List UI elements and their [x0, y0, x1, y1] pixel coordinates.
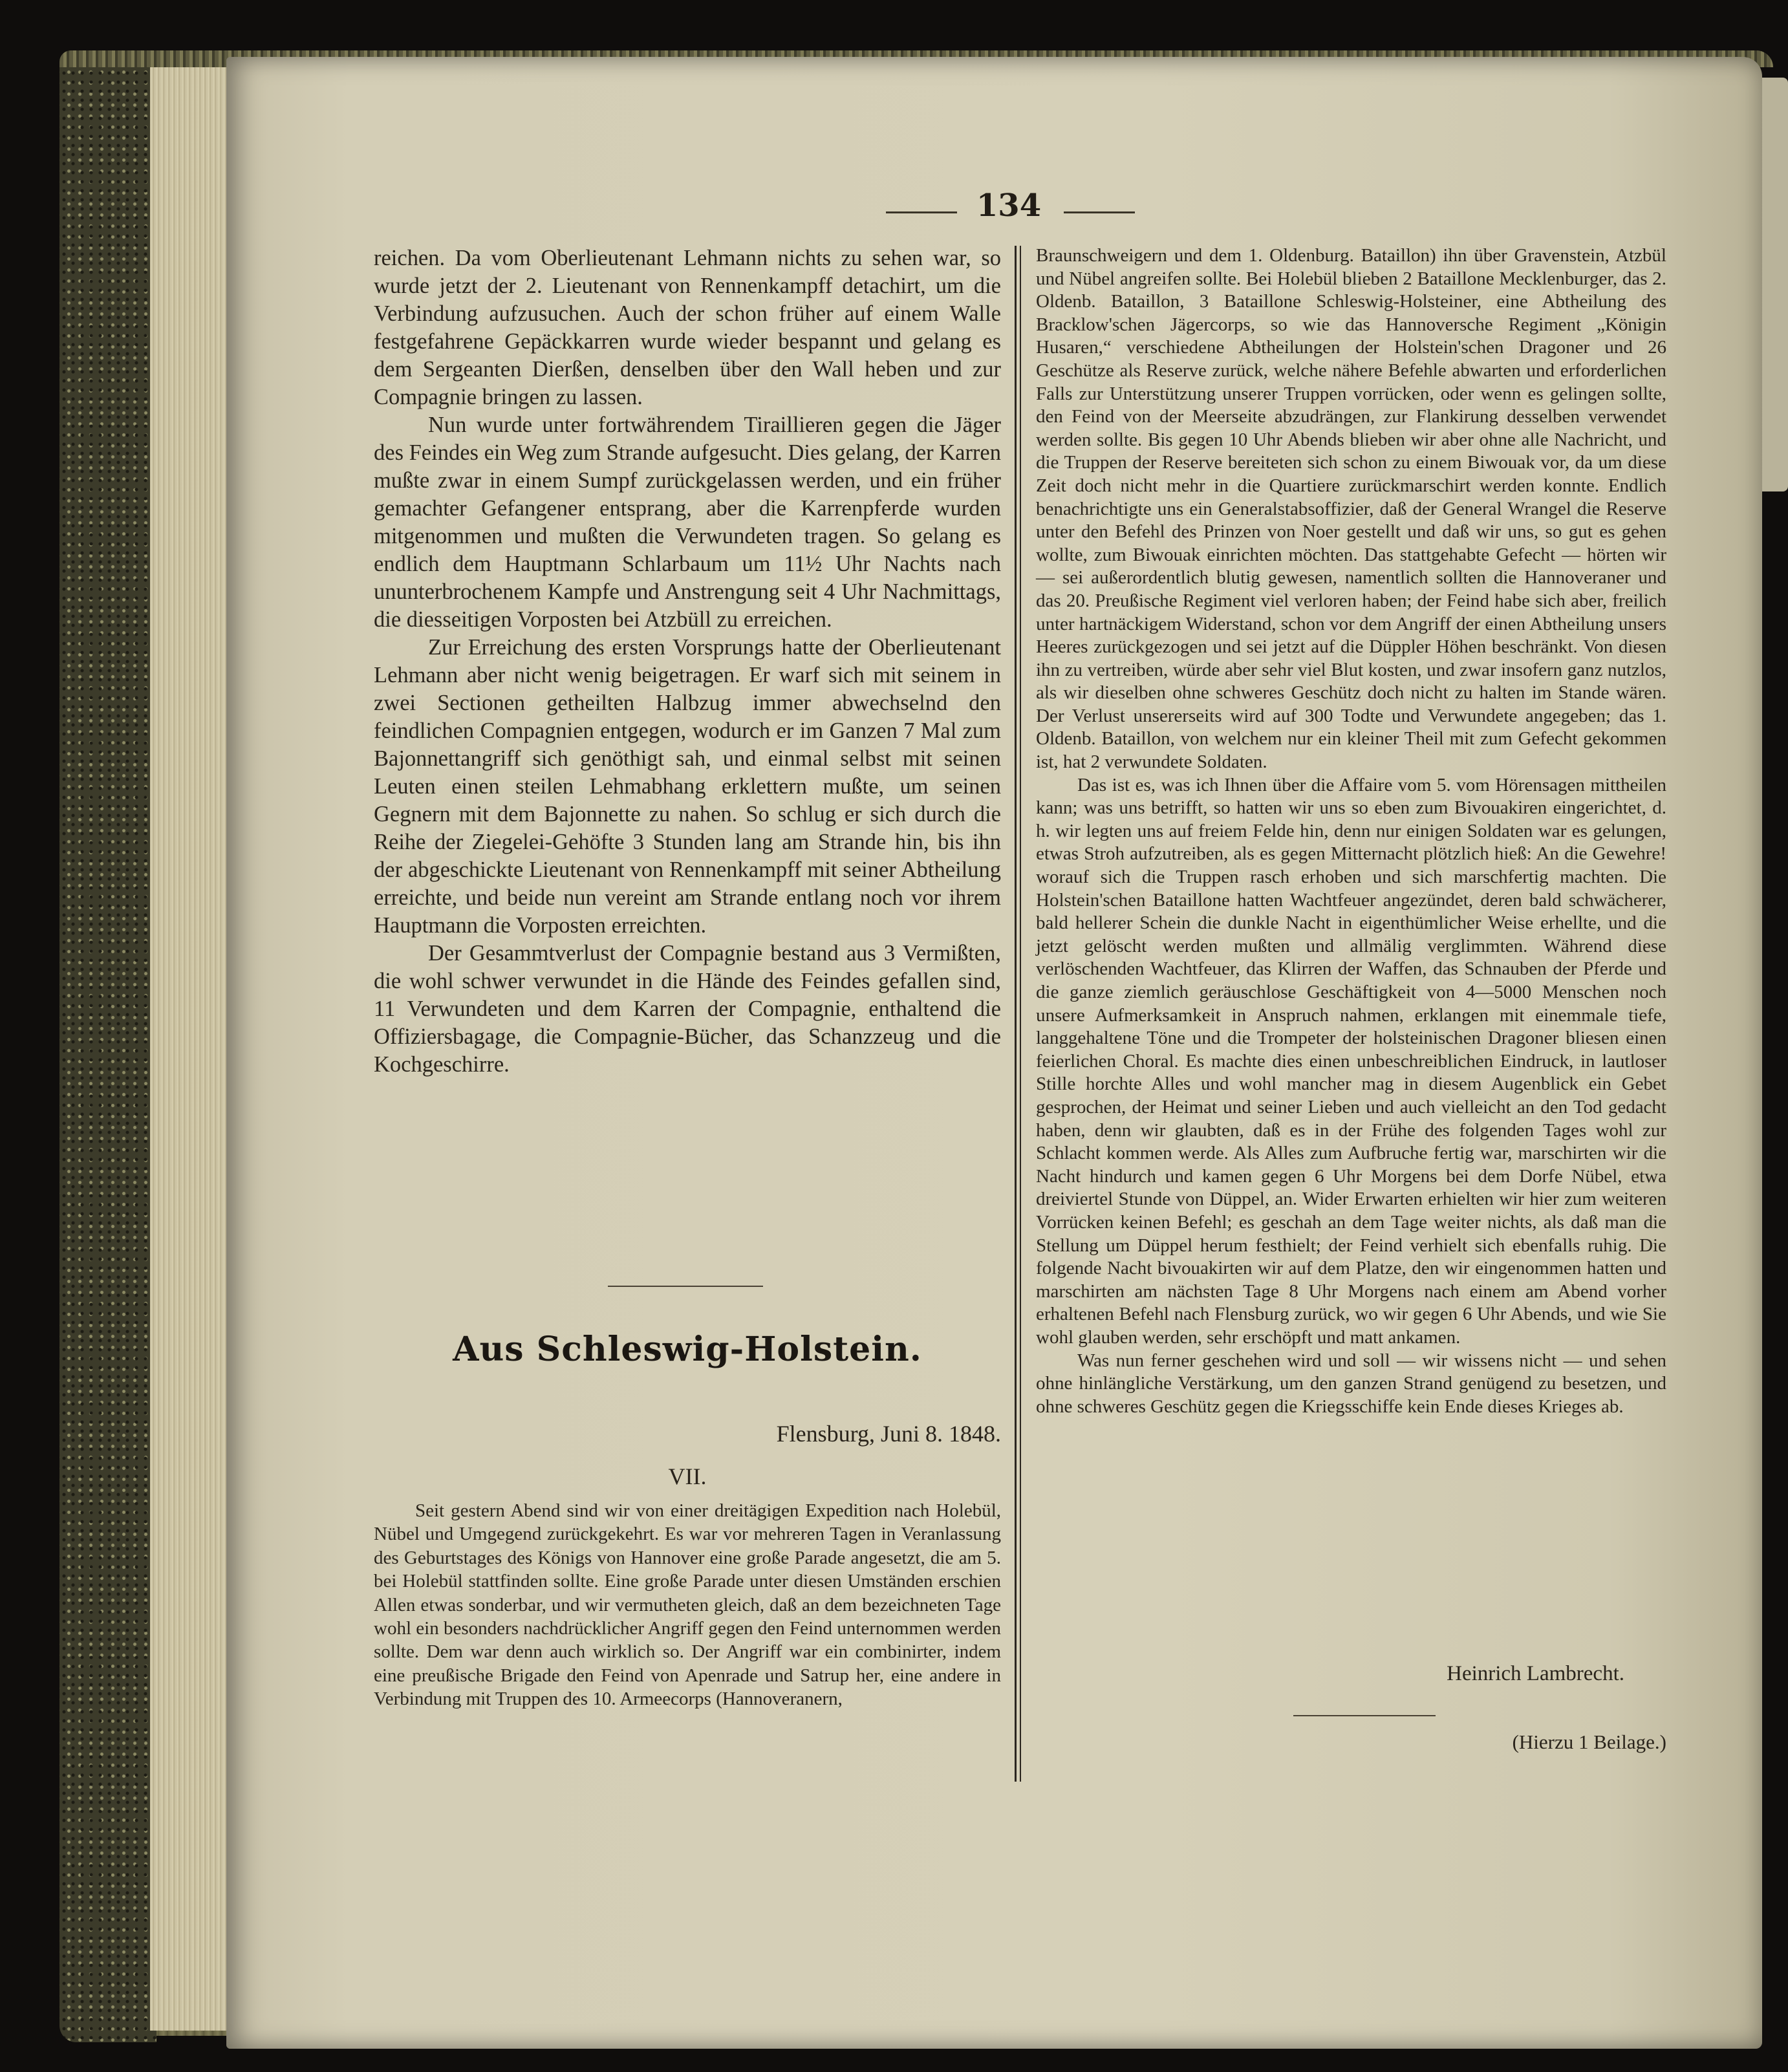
section-paragraph-1: Seit gestern Abend sind wir von einer dreitägigen Expedition nach Holebül, Nübel und Umgegend zurückgekehrt. Es war vor mehreren Tagen in Veranlassung des Geburtstages des Königs von Hannover eine große Parade angesetzt, die am 5. bei Holebül stattfinden sollte. Eine große Parade unter diesen Umständen erschien Allen etwas sonderbar, und wir vermutheten gleich, daß an dem bezeichneten Tage wohl ein besonders nachdrücklicher Angriff gegen den Feind unternommen werden sollte. Dem war denn auch wirklich so. Der Angriff war ein combinirter, indem eine preußische Brigade den Feind von Apenrade und Satrup her, eine andere in Verbindung mit Truppen des 10. Armeecorps (Hannoveranern, — [374, 1500, 1001, 1710]
facing-page-edge — [1759, 78, 1788, 491]
author-signature: Heinrich Lambrecht. — [1447, 1662, 1624, 1685]
left-paragraph-3: Zur Erreichung des ersten Vorsprungs hatte der Oberlieutenant Lehmann aber nicht wenig beigetragen. Er warf sich mit seinem in zwei Sectionen getheilten Halbzug immer abwechselnd den feindlichen Compagnien entgegen, wodurch er im Ganzen 7 Mal zum Bajonnettangriff sich genöthigt sah, und einmal selbst mit seinen Leuten einen steilen Lehmabhang erklettern mußte, um seinen Gegnern mit dem Bajonnette zu nahen. So schlug er sich durch die Reihe der Ziegelei-Gehöfte 3 Stunden lang am Strande hin, bis ihn der abgeschickte Lieutenant von Rennenkampff mit seiner Abtheilung erreichte, und beide nun vereint am Strande entlang noch vor ihrem Hauptmann die Vorposten erreichten. — [374, 635, 1001, 938]
header-rule-left — [886, 211, 957, 213]
header-rule-right — [1064, 211, 1135, 213]
left-column — [374, 244, 1001, 1079]
section-column — [374, 1499, 1001, 1711]
page-number: 134 — [976, 188, 1042, 224]
right-paragraph-1: Braunschweigern und dem 1. Oldenburg. Bataillon) ihn über Gravenstein, Atzbül und Nübel angreifen sollte. Bei Holebül blieben 2 Bataillone Mecklenburger, das 2. Oldenb. Bataillon, 3 Bataillone Schleswig-Holsteiner, eine Abtheilung des Bracklow'schen Jägercorps, so wie das Hannoversche Regiment „Königin Husaren,“ verschiedene Abtheilungen der Holstein'schen Dragoner und 26 Geschütze als Reserve zurück, welche nähere Befehle abwarten und erforderlichen Falls zur Unterstützung unserer Truppen vorrücken, oder wenn es gelingen sollte, den Feind von der Meerseite abzudrängen, zur Flankirung desselben verwendet werden sollte. Bis gegen 10 Uhr Abends blieben wir aber ohne alle Nachricht, und die Truppen der Reserve bereiteten sich schon zu einem Biwouak vor, da um diese Zeit doch nicht mehr in die Quartiere zurückmarschirt werden konnte. Endlich benachrichtigte uns ein Generalstabsoffizier, daß der General Wrangel die Reserve unter den Befehl des Prinzen von Noer gestellt und daß wir uns, so gut es gehen wollte, zum Biwouak einrichten möchten. Das stattgehabte Gefecht — hörten wir — sei außerordentlich blutig gewesen, namentlich sollten die Hannoveraner und das 20. Preußische Regiment viel verloren haben; der Feind habe sich aber, freilich unter hartnäckigem Widerstand, schon vor dem Angriff der einen Abtheilung unsers Heeres zurückgezogen und sei jetzt auf die Düppler Höhen beschränkt. Von diesen ihn zu vertreiben, würde aber sehr viel Blut kosten, und zwar insofern ganz nutzlos, als wir dieselben ohne schweres Geschütz doch nicht zu halten im Stande wären. Der Verlust unsererseits wird auf 300 Todte und Verwundete angegeben; das 1. Oldenb. Bataillon, von welchem nur ein kleiner Theil mit zum Gefecht gekommen ist, hat 2 verwundete Soldaten. — [1036, 245, 1666, 773]
column-rule-double — [1020, 246, 1021, 1782]
left-paragraph-4: Der Gesammtverlust der Compagnie bestand aus 3 Vermißten, die wohl schwer verwundet in die Hände des Feindes gefallen sind, 11 Verwundeten und dem Karren der Compagnie, enthaltend die Offiziersbagage, die Compagnie-Bücher, das Schanzzeug und die Kochgeschirre. — [374, 941, 1001, 1077]
marbled-cover-board — [59, 50, 156, 2042]
right-column — [1036, 244, 1666, 1418]
dateline: Flensburg, Juni 8. 1848. — [776, 1421, 1001, 1447]
right-paragraph-3: Was nun ferner geschehen wird und soll — wir wissens nicht — und sehen ohne hinlängliche Verstärkung, um den ganzen Strand genügend zu besetzen, und ohne schweres Geschütz gegen die Kriegsschiffe kein Ende dieses Krieges ab. — [1036, 1350, 1666, 1417]
left-paragraph-2: Nun wurde unter fortwährendem Tiraillieren gegen die Jäger des Feindes ein Weg zum Strande aufgesucht. Dies gelang, der Karren mußte zwar in einem Sumpf zurückgelassen werden, und ein früher gemachter Gefangener entsprang, aber die Karrenpferde wurden mitgenommen und mußten die Verwundeten tragen. So gelang es endlich dem Hauptmann Schlarbaum um 11½ Uhr Nachts nach ununterbrochenem Kampfe und Anstrengung seit 4 Uhr Nachmittags, die diesseitigen Vorposten bei Atzbüll zu erreichen. — [374, 413, 1001, 632]
closing-rule — [1293, 1715, 1436, 1716]
supplement-note: (Hierzu 1 Beilage.) — [1512, 1731, 1666, 1753]
section-divider — [608, 1286, 763, 1287]
left-paragraph-1: reichen. Da vom Oberlieutenant Lehmann nichts zu sehen war, so wurde jetzt der 2. Lieutenant von Rennenkampff detachirt, um die Verbindung aufzusuchen. Auch der schon früher auf einem Walle festgefahrene Gepäckkarren wurde wieder bespannt und gelang es dem Sergeanten Dierßen, denselben über den Wall heben und zur Compagnie bringen zu lassen. — [374, 246, 1001, 409]
right-paragraph-2: Das ist es, was ich Ihnen über die Affaire vom 5. vom Hörensagen mittheilen kann; was uns betrifft, so hatten wir uns so eben zum Bivouakiren eingerichtet, d. h. wir legten uns auf freiem Felde hin, denn nur einigen Soldaten war es gelungen, etwas Stroh aufzutreiben, als es gegen Mitternacht plötzlich hieß: An die Gewehre! worauf sich die Truppen rasch erhoben und sich marschfertig machten. Die Holstein'schen Bataillone hatten Wachtfeuer angezündet, deren bald schwächerer, bald hellerer Schein die dunkle Nacht in eigenthümlicher Weise erhellte, und die jetzt gelöscht werden mußten und allmälig verglimmten. Während diese verlöschenden Wachtfeuer, das Klirren der Waffen, das Schnauben der Pferde und die ganze ziemlich geräuschlose Geschäftigkeit von 4—5000 Menschen noch unsere Aufmerksamkeit in Anspruch nahmen, erklangen mit einemmale tiefe, langgehaltene Töne und die Trompeter der holsteinischen Dragoner bliesen einen feierlichen Choral. Es machte dies einen unbeschreiblichen Eindruck, in lautloser Stille horchte Alles und wohl mancher mag in diesem Augenblick ein Gebet gesprochen, der Heimat und seiner Lieben und auch vielleicht an den Tod gedacht haben, denn wir glaubten, daß es in der Frühe des folgenden Tages wohl zur Schlacht kommen werde. Als Alles zum Aufbruche fertig war, marschirten wir die Nacht hindurch und kamen gegen 6 Uhr Morgens bei dem Dorfe Nübel, etwa dreiviertel Stunde von Düppel, an. Wider Erwarten erhielten wir hier zum weiteren Vorrücken keinen Befehl; es geschah an dem Tage weiter nichts, als daß man die Stellung um Düppel herum festhielt; der Feind verhielt sich ebenfalls ruhig. Die folgende Nacht bivouakirten wir auf dem Platze, den wir eingenommen hatten und marschirten am nächsten Tage 8 Uhr Morgens nach einem am Abend vorher erhaltenen Befehl nach Flensburg zurück, wo wir gegen 6 Uhr Abends, und wie Sie wohl glauben werden, sehr erschöpft und matt ankamen. — [1036, 774, 1666, 1348]
section-title: Aus Schleswig-Holstein. — [453, 1330, 922, 1369]
page-stack-edges — [150, 65, 235, 2031]
column-rule — [1015, 246, 1017, 1782]
letter-numeral: VII. — [668, 1463, 707, 1489]
